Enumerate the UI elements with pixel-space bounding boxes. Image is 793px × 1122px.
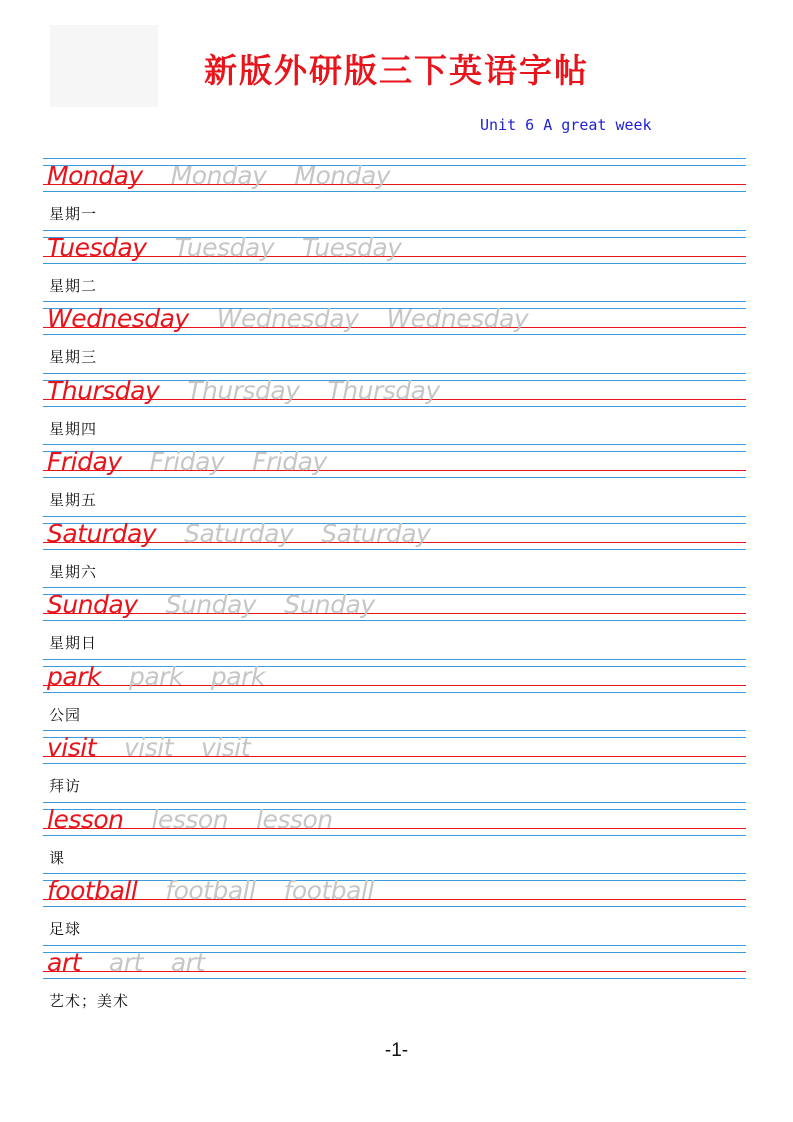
- word-model: Monday: [47, 161, 143, 190]
- word-group: [47, 731, 250, 765]
- copybook-row: [43, 441, 746, 513]
- word-trace: visit: [124, 733, 174, 762]
- word-trace: football: [283, 876, 374, 905]
- unit-subtitle: Unit 6 A great week: [480, 116, 652, 134]
- word-trace: Wednesday: [216, 304, 359, 333]
- word-model: park: [47, 661, 101, 691]
- word-trace: Thursday: [327, 375, 440, 405]
- word-model: lesson: [47, 804, 124, 834]
- word-model: art: [47, 947, 81, 977]
- word-meaning: 星期三: [49, 348, 98, 366]
- word-group: [47, 374, 440, 408]
- copybook-row: [43, 584, 746, 656]
- word-trace: Sunday: [284, 590, 375, 619]
- copybook-row: [43, 799, 746, 871]
- word-meaning: 拜访: [49, 777, 82, 795]
- word-trace: Tuesday: [174, 232, 274, 262]
- word-meaning: 星期六: [49, 562, 98, 581]
- word-group: [47, 874, 374, 908]
- word-group: [47, 588, 375, 622]
- copybook-row: [43, 656, 746, 728]
- word-trace: art: [108, 947, 143, 977]
- word-group: [47, 302, 528, 336]
- word-trace: Tuesday: [302, 232, 402, 262]
- word-model: Saturday: [47, 518, 157, 548]
- word-model: Wednesday: [47, 304, 189, 333]
- copybook-row: [43, 513, 746, 585]
- word-trace: park: [210, 661, 265, 691]
- word-trace: visit: [201, 733, 251, 762]
- word-model: Tuesday: [47, 232, 147, 262]
- word-trace: Thursday: [187, 375, 300, 405]
- word-model: Sunday: [47, 590, 138, 619]
- word-trace: Friday: [252, 447, 327, 476]
- word-trace: Monday: [294, 161, 391, 190]
- word-group: [47, 660, 265, 694]
- copybook-rows: [43, 155, 746, 1013]
- word-meaning: 星期五: [49, 491, 98, 509]
- word-meaning: 足球: [49, 920, 82, 938]
- word-trace: football: [165, 876, 256, 905]
- copybook-row: [43, 942, 746, 1014]
- word-trace: Sunday: [165, 590, 257, 619]
- page-title: 新版外研版三下英语字帖: [204, 51, 589, 90]
- word-meaning: 公园: [49, 705, 82, 724]
- word-trace: Saturday: [321, 518, 431, 548]
- word-trace: Friday: [149, 447, 225, 476]
- word-meaning: 星期二: [49, 276, 98, 295]
- word-model: visit: [47, 733, 97, 762]
- copybook-row: [43, 727, 746, 799]
- word-group: [47, 517, 430, 551]
- word-model: football: [47, 876, 138, 905]
- word-trace: lesson: [256, 804, 333, 834]
- word-meaning: 艺术；美术: [49, 991, 130, 1010]
- copybook-row: [43, 227, 746, 299]
- word-group: [47, 445, 327, 479]
- word-meaning: 星期一: [49, 205, 98, 223]
- copybook-row: [43, 370, 746, 442]
- word-model: Friday: [47, 447, 122, 476]
- copybook-row: [43, 870, 746, 942]
- word-group: [47, 803, 333, 837]
- word-trace: lesson: [151, 804, 229, 834]
- word-trace: art: [170, 947, 205, 977]
- word-trace: Saturday: [184, 518, 294, 548]
- copybook-row: [43, 298, 746, 370]
- word-trace: park: [128, 661, 183, 691]
- copybook-row: [43, 155, 746, 227]
- page-number: -1-: [384, 1040, 409, 1061]
- word-meaning: 课: [49, 848, 66, 867]
- word-group: [47, 231, 402, 265]
- word-trace: Monday: [170, 161, 267, 190]
- word-group: [47, 946, 205, 980]
- word-group: [47, 159, 390, 193]
- word-meaning: 星期四: [49, 419, 98, 438]
- word-model: Thursday: [47, 375, 160, 405]
- word-trace: Wednesday: [386, 304, 529, 333]
- word-meaning: 星期日: [49, 634, 98, 652]
